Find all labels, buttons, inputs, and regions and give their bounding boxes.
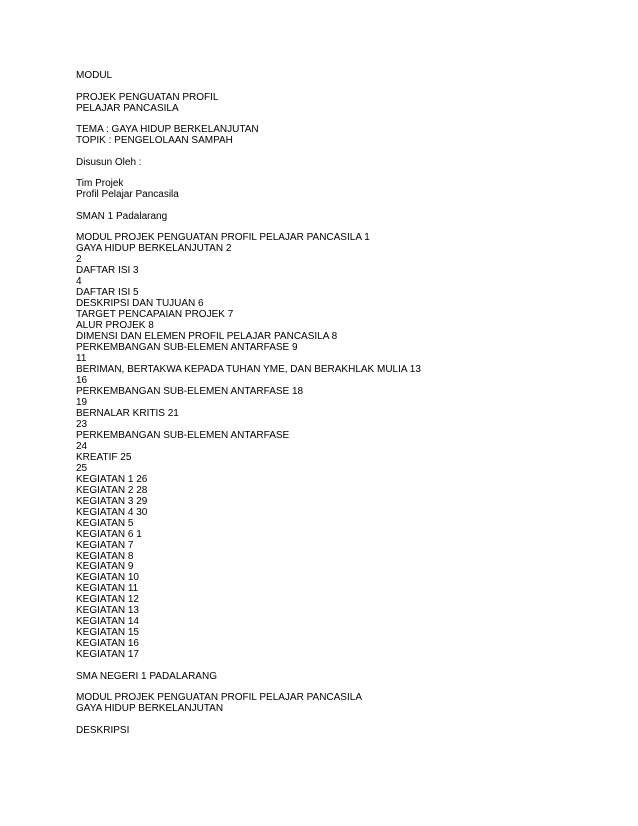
toc-line: GAYA HIDUP BERKELANJUTAN 2 [76,243,232,255]
description-heading: DESKRIPSI [76,724,130,736]
toc-line: 4 [76,276,82,288]
toc-line: 16 [76,375,88,387]
toc-line: KEGIATAN 2 28 [76,484,148,496]
toc-line: BERIMAN, BERTAKWA KEPADA TUHAN YME, DAN BERAKHLAK MULIA 13 [76,364,421,376]
toc-line: KEGIATAN 10 [76,572,139,584]
toc-line: BERNALAR KRITIS 21 [76,407,179,419]
school-upper-block [76,671,596,682]
toc-line: DAFTAR ISI 5 [76,287,139,299]
toc-line: KEGIATAN 1 26 [76,473,148,485]
project-title-line-2: PELAJAR PANCASILA [76,102,179,114]
toc-line: KEGIATAN 11 [76,583,139,595]
table-of-contents [76,232,596,660]
author-block [76,178,596,200]
toc-line: KEGIATAN 17 [76,649,139,661]
toc-line: KEGIATAN 8 [76,550,134,562]
compiled-by-block [76,157,596,168]
toc-line: KEGIATAN 4 30 [76,506,148,518]
toc-line: 2 [76,254,82,266]
toc-line: DESKRIPSI DAN TUJUAN 6 [76,298,204,310]
school-name-upper: SMA NEGERI 1 PADALARANG [76,670,217,682]
school-name: SMAN 1 Padalarang [76,210,168,222]
toc-line: KEGIATAN 14 [76,616,139,628]
toc-line: PERKEMBANGAN SUB-ELEMEN ANTARFASE 9 [76,342,298,354]
toc-line: MODUL PROJEK PENGUATAN PROFIL PELAJAR PANCASILA 1 [76,232,370,244]
compiled-by-label: Disusun Oleh : [76,156,142,168]
toc-line: TARGET PENCAPAIAN PROJEK 7 [76,309,234,321]
module-heading-block [76,692,596,714]
toc-line: PERKEMBANGAN SUB-ELEMEN ANTARFASE 18 [76,385,304,397]
toc-line: KREATIF 25 [76,451,132,463]
author-line-1: Tim Projek [76,178,124,190]
toc-line: DAFTAR ISI 3 [76,265,139,277]
topic-text: TOPIK : PENGELOLAAN SAMPAH [76,135,233,147]
toc-line: DIMENSI DAN ELEMEN PROFIL PELAJAR PANCASILA 8 [76,331,338,343]
toc-line: 24 [76,440,88,452]
document-body [76,70,596,746]
toc-line: 25 [76,462,88,474]
modul-label-block [76,70,596,81]
toc-line: 23 [76,418,88,430]
toc-line: 11 [76,353,87,365]
toc-line: KEGIATAN 3 29 [76,495,148,507]
description-heading-block [76,725,596,736]
project-title-block [76,92,596,114]
module-heading-line-1: MODUL PROJEK PENGUATAN PROFIL PELAJAR PANCASILA [76,692,362,704]
toc-line: KEGIATAN 15 [76,627,139,639]
toc-line: KEGIATAN 9 [76,561,134,573]
school-block [76,211,596,222]
toc-line: KEGIATAN 16 [76,638,139,650]
toc-line: ALUR PROJEK 8 [76,320,154,332]
toc-line: 19 [76,396,88,408]
module-heading-line-2: GAYA HIDUP BERKELANJUTAN [76,703,224,715]
theme-text: TEMA : GAYA HIDUP BERKELANJUTAN [76,124,259,136]
modul-label: MODUL [76,70,113,81]
toc-line: KEGIATAN 7 [76,539,134,551]
toc-line: PERKEMBANGAN SUB-ELEMEN ANTARFASE [76,429,290,441]
author-line-2: Profil Pelajar Pancasila [76,189,179,201]
toc-line: KEGIATAN 13 [76,605,139,617]
theme-block [76,124,596,146]
toc-line: KEGIATAN 5 [76,517,134,529]
toc-line: KEGIATAN 12 [76,594,139,606]
project-title-line-1: PROJEK PENGUATAN PROFIL [76,91,219,103]
toc-line: KEGIATAN 6 1 [76,528,142,540]
